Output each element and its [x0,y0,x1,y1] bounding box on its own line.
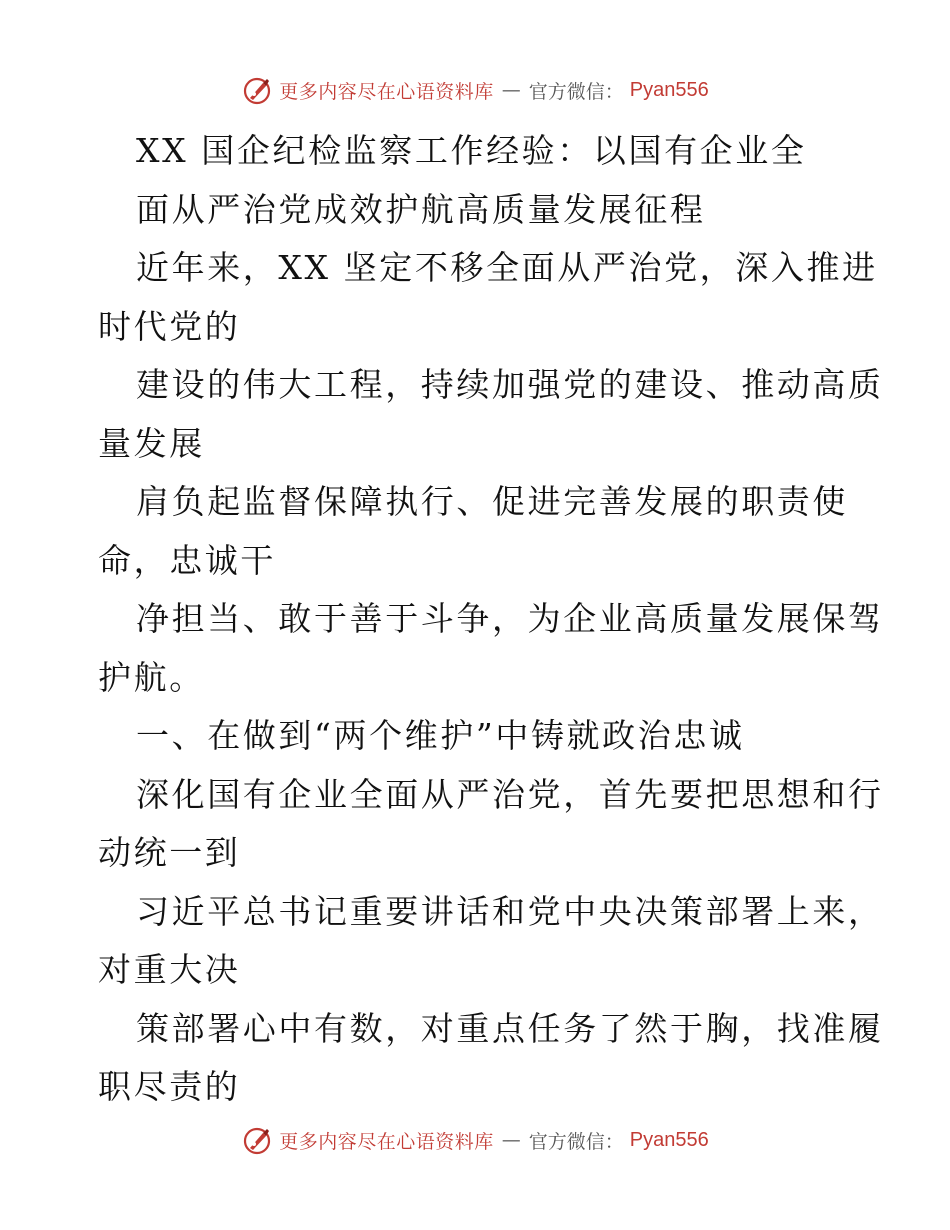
text-line: 习近平总书记重要讲话和党中央决策部署上来， [136,891,884,931]
watermark-separator: — [501,79,521,101]
text-line: 面从严治党成效护航高质量发展征程 [136,189,706,229]
text-line: 时代党的 [98,306,241,346]
watermark-brand: 更多内容尽在心语资料库 [279,80,494,103]
text-line: 净担当、敢于善于斗争，为企业高质量发展保驾 [136,599,884,638]
text-line: 深化国有企业全面从严治党，首先要把思想和行 [136,774,884,814]
text-line: 建设的伟大工程，持续加强党的建设、推动高质 [136,365,884,404]
text-line: 一、在做到“两个维护”中铸就政治忠诚 [136,716,745,755]
text-line: 命，忠诚干 [98,540,276,580]
watermark-wechat-id: Pyan556 [629,78,709,101]
text-line: 动统一到 [98,833,241,872]
pen-logo-icon [241,1124,273,1156]
text-line: 量发展 [98,423,205,463]
footer-watermark [0,1120,950,1160]
watermark-separator: — [501,1129,521,1151]
watermark-group [241,74,709,106]
text-line: 策部署心中有数，对重点任务了然于胸，找准履 [136,1008,884,1048]
text-line: 肩负起监督保障执行、促进完善发展的职责使 [136,482,848,521]
pen-logo-icon [241,74,273,106]
document-body [98,122,884,1117]
header-watermark [0,70,950,110]
watermark-brand: 更多内容尽在心语资料库 [279,1130,494,1153]
text-line: 职尽责的 [98,1067,241,1106]
watermark-group [241,1124,709,1156]
text-line: 近年来，XX 坚定不移全面从严治党，深入推进 [136,248,878,287]
watermark-wechat-id: Pyan556 [629,1128,709,1151]
text-line: 对重大决 [98,950,241,989]
watermark-wechat-label: 官方微信： [528,80,624,103]
text-line: 护航。 [98,657,205,697]
watermark-wechat-label: 官方微信： [528,1130,624,1153]
text-line: XX 国企纪检监察工作经验：以国有企业全 [136,131,807,170]
